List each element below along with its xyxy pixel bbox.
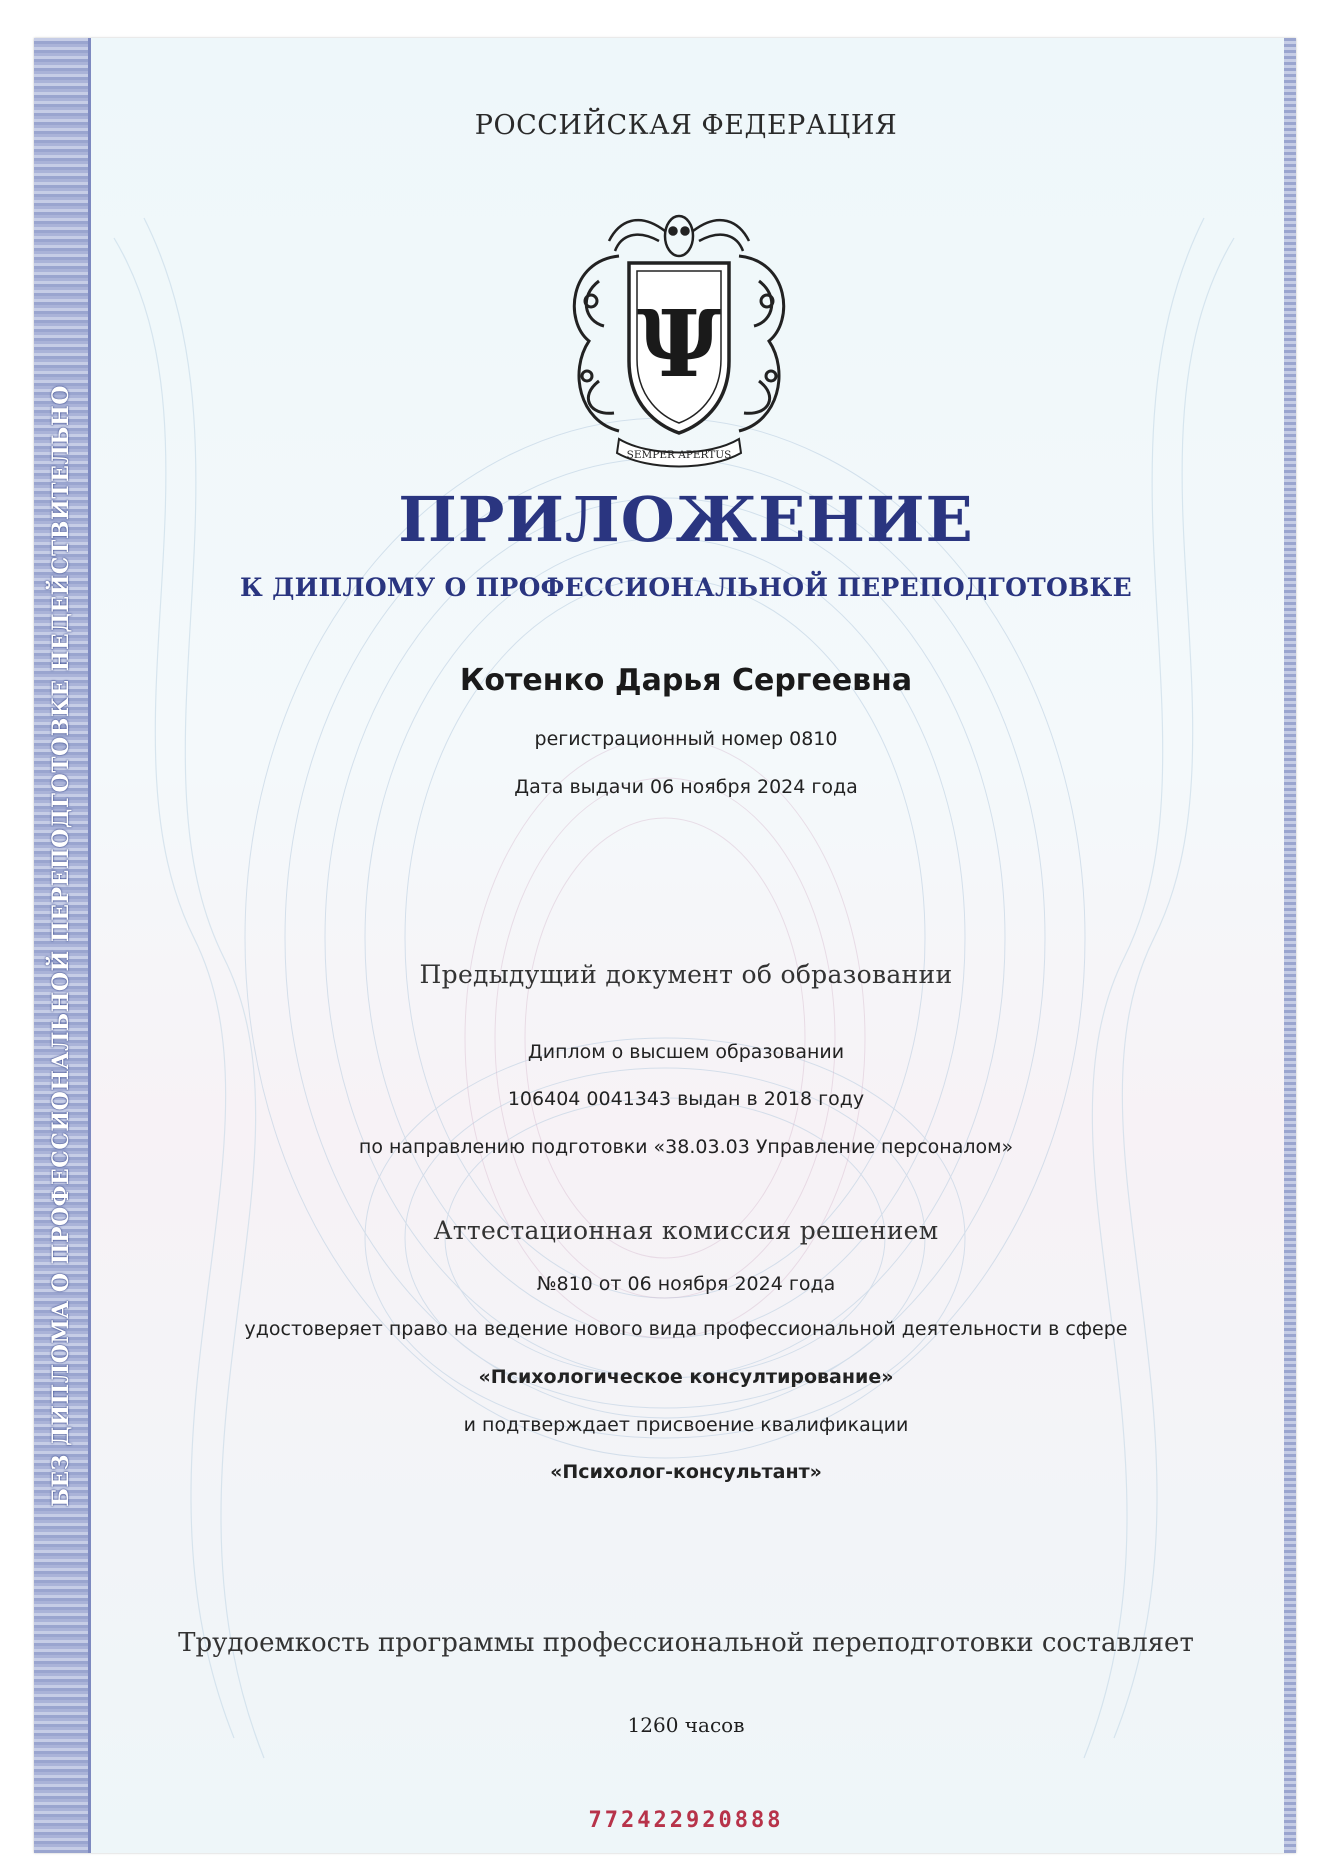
issue-date: Дата выдачи 06 ноября 2024 года: [514, 776, 858, 798]
holder-name: Котенко Дарья Сергеевна: [459, 663, 913, 698]
emblem-motto: SEMPER APERTUS: [626, 449, 732, 461]
previous-document-heading: Предыдущий документ об образовании: [419, 960, 953, 989]
emblem-icon: [559, 201, 799, 471]
qualification: «Психолог-консультант»: [550, 1461, 822, 1483]
psi-symbol: Ψ: [636, 290, 722, 398]
serial-number: 772422920888: [588, 1808, 784, 1833]
document-sheet: [34, 38, 1296, 1853]
registration-number: регистрационный номер 0810: [534, 728, 838, 750]
previous-document-number: 106404 0041343 выдан в 2018 году: [507, 1088, 865, 1110]
specialty: «Психологическое консултирование»: [478, 1366, 894, 1388]
document-subtitle: К ДИПЛОМУ О ПРОФЕССИОНАЛЬНОЙ ПЕРЕПОДГОТОВКЕ: [240, 573, 1132, 602]
side-warning-text: БЕЗ ДИПЛОМА О ПРОФЕССИОНАЛЬНОЙ ПЕРЕПОДГОТОВКЕ НЕДЕЙСТВИТЕЛЬНО: [48, 384, 74, 1507]
attestation-right-text: удостоверяет право на ведение нового вида профессиональной деятельности в сфере: [244, 1318, 1128, 1340]
document-title: ПРИЛОЖЕНИЕ: [398, 483, 974, 556]
labor-intensity-text: Трудоемкость программы профессиональной переподготовки составляет: [178, 1628, 1194, 1658]
previous-document-type: Диплом о высшем образовании: [527, 1041, 845, 1063]
country-heading: РОССИЙСКАЯ ФЕДЕРАЦИЯ: [474, 110, 898, 141]
attestation-heading: Аттестационная комиссия решением: [433, 1216, 939, 1245]
previous-document-direction: по направлению подготовки «38.03.03 Управление персоналом»: [358, 1136, 1014, 1158]
labor-hours: 1260 часов: [627, 1713, 745, 1737]
attestation-decision: №810 от 06 ноября 2024 года: [536, 1273, 836, 1295]
attestation-confirm-text: и подтверждает присвоение квалификации: [463, 1414, 909, 1436]
